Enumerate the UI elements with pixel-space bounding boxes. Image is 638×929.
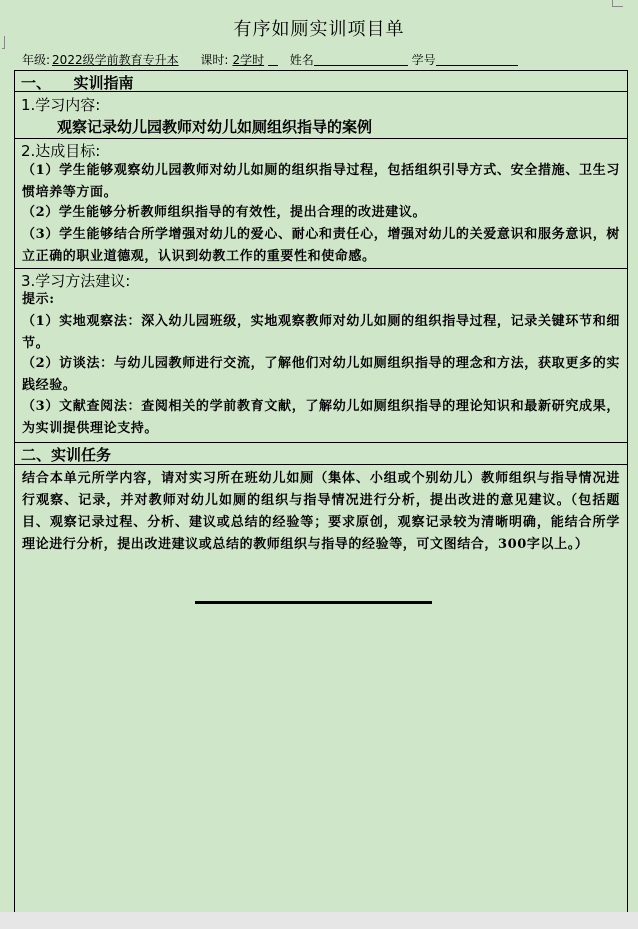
goal-item: （2）学生能够分析教师组织指导的有效性，提出合理的改进建议。: [22, 205, 427, 220]
method-item: （2）访谈法：与幼儿园教师进行交流，了解他们对幼儿如厕组织指导的理念和方法，获取更多的实践经验。: [22, 356, 620, 393]
goals-heading: 2.达成目标:: [21, 142, 101, 160]
student-id-label: 学号: [411, 53, 436, 67]
goals-row: [15, 139, 627, 269]
goal-item: （1）学生能够观察幼儿园教师对幼儿如厕的组织指导过程，包括组织引导方式、安全措施、卫生习惯培养等方面。: [22, 163, 620, 200]
section2-heading-row: [15, 443, 627, 465]
content-text: 观察记录幼儿园教师对幼儿如厕组织指导的案例: [57, 118, 373, 136]
hours-label: 课时:: [200, 53, 229, 67]
methods-heading: 3.学习方法建议:: [21, 272, 131, 290]
hours-value: 2学时: [232, 53, 265, 67]
task-body: [15, 465, 627, 919]
training-table: [14, 70, 628, 920]
student-id-field[interactable]: [436, 53, 518, 66]
hours-blank: [268, 53, 278, 66]
page-corner-mark: [612, 0, 623, 7]
separator-line: [195, 601, 432, 604]
task-text: 结合本单元所学内容，请对实习所在班幼儿如厕（集体、小组或个别幼儿）教师组织与指导情况进行观察、记录，并对教师对幼儿如厕的组织与指导情况进行分析，提出改进的意见建议。（包括题目、观察记录过程、分析、建议或总结的经验等；要求原创，观察记录较为清晰明确，能结合所学理论进行分析，提出改进建议或总结的教师组织与指导的经验等，可文图结合，300字以上。）: [22, 471, 620, 552]
content-row: [15, 92, 627, 139]
methods-hint: 提示:: [22, 292, 55, 307]
name-label: 姓名: [289, 53, 314, 67]
goal-item: （3）学生能够结合所学增强对幼儿的爱心、耐心和责任心，增强对幼儿的关爱意识和服务意识，树立正确的职业道德观，认识到幼教工作的重要性和使命感。: [22, 227, 620, 264]
methods-row: [15, 269, 627, 443]
section2-heading: 二、实训任务: [21, 446, 112, 464]
section1-heading-row: [15, 71, 627, 92]
grade-label: 年级:: [22, 53, 51, 67]
method-item: （1）实地观察法：深入幼儿园班级，实地观察教师对幼儿如厕的组织指导过程，记录关键环节和细节。: [22, 314, 620, 351]
content-heading: 1.学习内容:: [21, 96, 101, 114]
section1-heading: 一、 实训指南: [21, 74, 134, 92]
method-item: （3）文献查阅法：查阅相关的学前教育文献，了解幼儿如厕组织指导的理论知识和最新研究成果，为实训提供理论支持。: [22, 399, 620, 436]
bottom-scroll-area: [0, 912, 638, 929]
name-field[interactable]: [314, 53, 408, 66]
meta-line: [22, 51, 518, 68]
document-title: 有序如厕实训项目单: [233, 19, 405, 40]
grade-value: 2022级学前教育专升本: [52, 53, 179, 67]
